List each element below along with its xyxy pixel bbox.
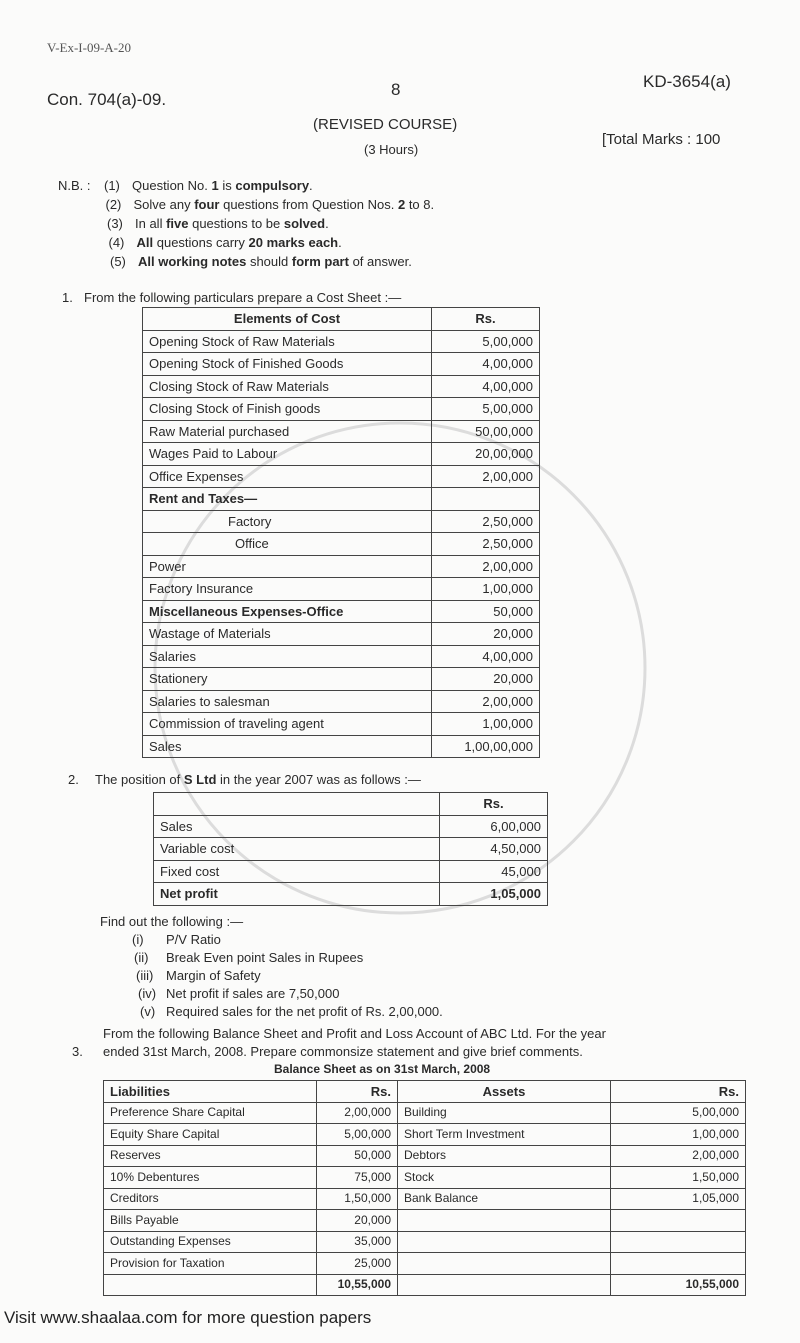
table-header-row <box>143 308 540 331</box>
table-row <box>104 1274 746 1296</box>
asset-amount: 1,00,000 <box>611 1124 746 1146</box>
item-label: Fixed cost <box>154 860 440 883</box>
item-label: Sales <box>154 815 440 838</box>
header-cell: Elements of Cost <box>143 308 432 331</box>
bold-part: All <box>136 235 154 250</box>
subquestion-number: (i) <box>132 932 144 947</box>
header-cell <box>154 793 440 816</box>
table-row <box>143 533 540 556</box>
asset-amount: 10,55,000 <box>611 1274 746 1296</box>
page-number: 8 <box>391 80 401 99</box>
table-row <box>104 1231 746 1253</box>
table-row <box>104 1167 746 1189</box>
instruction-number: (4) <box>108 235 125 250</box>
liability-name: Bills Payable <box>104 1210 317 1232</box>
find-label: Find out the following :— <box>100 914 244 929</box>
cost-amount: 2,00,000 <box>432 465 540 488</box>
cost-amount: 4,00,000 <box>432 645 540 668</box>
nb-label <box>60 195 106 214</box>
cost-amount: 4,00,000 <box>432 353 540 376</box>
duration: (3 Hours) <box>364 142 419 157</box>
subquestion-number: (ii) <box>134 950 149 965</box>
cost-amount: 5,00,000 <box>432 398 540 421</box>
q2-number: 2. <box>68 772 79 787</box>
instruction-number: (3) <box>107 216 123 231</box>
table-row <box>104 1145 746 1167</box>
subquestion <box>140 1003 443 1021</box>
text-part: to 8. <box>405 197 435 212</box>
table-row <box>104 1210 746 1232</box>
subquestion-number: (v) <box>140 1004 156 1019</box>
table-row <box>143 330 540 353</box>
cost-element: Factory <box>143 510 432 533</box>
asset-name: Bank Balance <box>398 1188 611 1210</box>
balance-sheet-title: Balance Sheet as on 31st March, 2008 <box>274 1062 491 1076</box>
cost-element: Salaries <box>143 645 432 668</box>
asset-amount: 1,05,000 <box>611 1188 746 1210</box>
liability-amount: 2,00,000 <box>317 1102 398 1124</box>
header-cell: Rs. <box>611 1081 746 1103</box>
nb-label: N.B. : <box>58 178 91 193</box>
text-part: Solve any <box>133 197 195 212</box>
text-part: should <box>246 254 292 269</box>
text-part: . <box>309 178 313 193</box>
cost-element: Opening Stock of Raw Materials <box>143 330 432 353</box>
asset-amount <box>611 1231 746 1253</box>
instruction-text <box>138 252 412 271</box>
balance-sheet-table <box>103 1080 746 1296</box>
cost-sheet-table <box>142 307 540 758</box>
cost-element: Closing Stock of Raw Materials <box>143 375 432 398</box>
nb-label <box>61 214 107 233</box>
kd-number: KD-3654(a) <box>643 72 731 91</box>
text-part: is <box>218 178 236 193</box>
footer-link[interactable]: Visit www.shaalaa.com for more question papers <box>4 1308 372 1327</box>
bold-part: form part <box>291 254 349 269</box>
table-row <box>104 1124 746 1146</box>
table-header-row <box>154 793 548 816</box>
bold-part: 2 <box>397 197 406 212</box>
table-row <box>154 815 548 838</box>
table-row <box>104 1188 746 1210</box>
header-cell: Assets <box>398 1081 611 1103</box>
cost-element: Factory Insurance <box>143 578 432 601</box>
text-part: questions to be <box>188 216 284 231</box>
table-row <box>143 623 540 646</box>
nb-label <box>63 233 109 252</box>
liability-name: Reserves <box>104 1145 317 1167</box>
asset-name <box>398 1253 611 1275</box>
item-amount: 6,00,000 <box>440 815 548 838</box>
text-part: of answer. <box>348 254 412 269</box>
cost-element: Opening Stock of Finished Goods <box>143 353 432 376</box>
cost-amount: 20,00,000 <box>432 443 540 466</box>
bold-part: solved <box>283 216 326 231</box>
asset-name: Short Term Investment <box>398 1124 611 1146</box>
item-amount: 1,05,000 <box>440 883 548 906</box>
subquestion <box>138 985 443 1003</box>
text-part: questions carry <box>153 235 249 250</box>
cost-element: Salaries to salesman <box>143 690 432 713</box>
s-ltd-table <box>153 792 548 906</box>
liability-amount: 50,000 <box>317 1145 398 1167</box>
cost-element: Stationery <box>143 668 432 691</box>
table-row <box>143 578 540 601</box>
table-row <box>143 420 540 443</box>
cost-element: Miscellaneous Expenses-Office <box>143 600 432 623</box>
liability-name: Provision for Taxation <box>104 1253 317 1275</box>
instruction-item <box>60 195 435 214</box>
text-part: Question No. <box>132 178 212 193</box>
item-label: Variable cost <box>154 838 440 861</box>
course-label: (REVISED COURSE) <box>313 116 458 133</box>
cost-amount <box>432 488 540 511</box>
liability-name: Creditors <box>104 1188 317 1210</box>
cost-amount: 1,00,000 <box>432 713 540 736</box>
instruction-item <box>58 176 434 195</box>
liability-amount: 1,50,000 <box>317 1188 398 1210</box>
table-header-row <box>104 1081 746 1103</box>
nb-label <box>64 252 110 271</box>
instruction-number: (1) <box>104 178 120 193</box>
cost-element: Sales <box>143 735 432 758</box>
item-amount: 45,000 <box>440 860 548 883</box>
table-row <box>104 1102 746 1124</box>
item-amount: 4,50,000 <box>440 838 548 861</box>
bold-part: five <box>166 216 189 231</box>
table-row <box>143 443 540 466</box>
text-part: questions from Question Nos. <box>219 197 398 212</box>
instruction-number: (2) <box>105 197 122 212</box>
cost-amount: 50,000 <box>432 600 540 623</box>
asset-name: Building <box>398 1102 611 1124</box>
cost-element: Closing Stock of Finish goods <box>143 398 432 421</box>
bold-part: 1 <box>211 178 219 193</box>
table-row <box>143 735 540 758</box>
cost-element: Raw Material purchased <box>143 420 432 443</box>
instructions <box>58 176 434 271</box>
asset-amount: 2,00,000 <box>611 1145 746 1167</box>
cost-amount: 2,00,000 <box>432 555 540 578</box>
instruction-item <box>64 252 434 271</box>
cost-amount: 2,50,000 <box>432 510 540 533</box>
cost-element: Wages Paid to Labour <box>143 443 432 466</box>
table-row <box>143 645 540 668</box>
table-row <box>143 353 540 376</box>
asset-name: Stock <box>398 1167 611 1189</box>
cost-amount: 2,00,000 <box>432 690 540 713</box>
text-part: . <box>325 216 329 231</box>
asset-amount: 5,00,000 <box>611 1102 746 1124</box>
q3-number: 3. <box>72 1044 83 1059</box>
q3-line1: From the following Balance Sheet and Profit and Loss Account of ABC Ltd. For the year <box>103 1026 606 1041</box>
table-row <box>143 668 540 691</box>
cost-amount: 5,00,000 <box>432 330 540 353</box>
text-part: . <box>338 235 342 250</box>
table-row <box>143 713 540 736</box>
table-row <box>154 838 548 861</box>
subquestion-text: P/V Ratio <box>166 932 221 947</box>
liability-name: Outstanding Expenses <box>104 1231 317 1253</box>
liability-name <box>104 1274 317 1296</box>
asset-name <box>398 1231 611 1253</box>
liability-name: Equity Share Capital <box>104 1124 317 1146</box>
table-row <box>143 690 540 713</box>
table-row <box>154 860 548 883</box>
liability-amount: 10,55,000 <box>317 1274 398 1296</box>
total-marks: [Total Marks : 100 <box>602 131 721 148</box>
table-row <box>143 398 540 421</box>
asset-amount <box>611 1253 746 1275</box>
cost-element: Rent and Taxes— <box>143 488 432 511</box>
header-cell: Liabilities <box>104 1081 317 1103</box>
subquestion-text: Break Even point Sales in Rupees <box>166 950 364 965</box>
instruction-text <box>134 195 435 214</box>
asset-amount <box>611 1210 746 1232</box>
table-row <box>143 488 540 511</box>
header-cell: Rs. <box>317 1081 398 1103</box>
subquestion <box>136 967 443 985</box>
subquestion-text: Margin of Safety <box>166 968 261 983</box>
table-row <box>143 555 540 578</box>
instruction-item <box>63 233 435 252</box>
q1-number: 1. <box>62 290 73 305</box>
asset-name: Debtors <box>398 1145 611 1167</box>
table-row <box>104 1253 746 1275</box>
asset-name <box>398 1274 611 1296</box>
asset-name <box>398 1210 611 1232</box>
text-part: In all <box>135 216 167 231</box>
cost-element: Wastage of Materials <box>143 623 432 646</box>
liability-amount: 20,000 <box>317 1210 398 1232</box>
liability-amount: 75,000 <box>317 1167 398 1189</box>
q2-subquestions <box>132 931 443 1021</box>
cost-element: Power <box>143 555 432 578</box>
subquestion-number: (iv) <box>138 986 157 1001</box>
liability-amount: 35,000 <box>317 1231 398 1253</box>
bold-part: compulsory <box>235 178 310 193</box>
bold-part: All working notes <box>138 254 247 269</box>
subquestion-number: (iii) <box>136 968 154 983</box>
table-row <box>143 375 540 398</box>
subquestion-text: Required sales for the net profit of Rs. 2,00,000. <box>166 1004 443 1019</box>
subquestion <box>134 949 443 967</box>
liability-name: 10% Debentures <box>104 1167 317 1189</box>
liability-amount: 25,000 <box>317 1253 398 1275</box>
q3-line2: ended 31st March, 2008. Prepare commonsize statement and give brief comments. <box>103 1044 583 1059</box>
cost-amount: 1,00,000 <box>432 578 540 601</box>
subquestion-text: Net profit if sales are 7,50,000 <box>166 986 340 1001</box>
bold-part: four <box>194 197 220 212</box>
liability-amount: 5,00,000 <box>317 1124 398 1146</box>
con-number: Con. 704(a)-09. <box>47 90 167 109</box>
instruction-text <box>132 176 313 195</box>
header-cell: Rs. <box>440 793 548 816</box>
instruction-item <box>61 214 434 233</box>
q1-text: From the following particulars prepare a Cost Sheet :— <box>84 290 402 305</box>
liability-name: Preference Share Capital <box>104 1102 317 1124</box>
table-row <box>154 883 548 906</box>
cost-element: Commission of traveling agent <box>143 713 432 736</box>
instruction-text <box>137 233 342 252</box>
q2-text: The position of S Ltd in the year 2007 was as follows :— <box>95 772 421 787</box>
asset-amount: 1,50,000 <box>611 1167 746 1189</box>
table-row <box>143 510 540 533</box>
cost-element: Office <box>143 533 432 556</box>
cost-amount: 2,50,000 <box>432 533 540 556</box>
subquestion <box>132 931 443 949</box>
bold-part: 20 marks each <box>248 235 339 250</box>
cost-element: Office Expenses <box>143 465 432 488</box>
cost-amount: 1,00,00,000 <box>432 735 540 758</box>
paper-code: V-Ex-I-09-A-20 <box>47 40 131 55</box>
instruction-number: (5) <box>110 254 126 269</box>
table-row <box>143 465 540 488</box>
cost-amount: 4,00,000 <box>432 375 540 398</box>
table-row <box>143 600 540 623</box>
cost-amount: 20,000 <box>432 623 540 646</box>
cost-amount: 50,00,000 <box>432 420 540 443</box>
instruction-text <box>135 214 329 233</box>
item-label: Net profit <box>154 883 440 906</box>
header-cell: Rs. <box>432 308 540 331</box>
cost-amount: 20,000 <box>432 668 540 691</box>
